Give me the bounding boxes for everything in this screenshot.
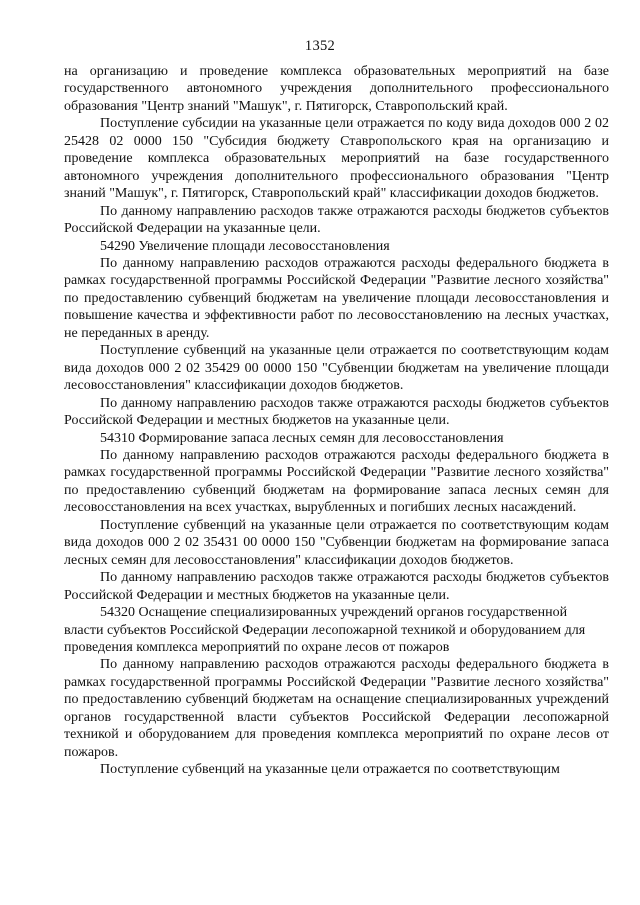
section-heading: 54290 Увеличение площади лесовосстановления — [100, 238, 390, 254]
body-paragraph: По данному направлению расходов также отражаются расходы бюджетов субъектов Российской Федерации на указанные цели. — [64, 203, 609, 237]
section-heading: 54320 Оснащение специализированных учреждений органов государственной власти субъектов Российской Федерации лесопожарной техникой и оборудованием для проведения комплекса мероприятий по охране лесов от пожаров — [64, 605, 586, 655]
body-paragraph: Поступление субсидии на указанные цели отражается по коду вида доходов 000 2 02 25428 02 0000 150 "Субсидия бюджету Ставропольского края на организацию и проведение комплекса образовательных мероприятий на базе государственного автономного учреждения дополнительного профессионального образования "Центр знаний "Машук", г. Пятигорск, Ставропольский край" классификации доходов бюджетов. — [64, 116, 609, 202]
body-paragraph: По данному направлению расходов отражаются расходы федерального бюджета в рамках государственной программы Российской Федерации "Развитие лесного хозяйства" по предоставлению субвенций бюджетам на оснащение специализированных учреждений органов государственной власти субъектов Российской Федерации лесопожарной техникой и оборудованием для проведения комплекса мероприятий по охране лесов от пожаров. — [64, 657, 609, 760]
body-paragraph: По данному направлению расходов отражаются расходы федерального бюджета в рамках государственной программы Российской Федерации "Развитие лесного хозяйства" по предоставлению субвенций бюджетам на формирование запаса лесных семян для лесовосстановления на всех участках, вырубленных и погибших лесных насаждений. — [64, 447, 609, 516]
body-paragraph: на организацию и проведение комплекса образовательных мероприятий на базе государственного автономного учреждения дополнительного профессионального образования "Центр знаний "Машук", г. Пятигорск, Ставропольский край. — [64, 64, 609, 114]
page-number: 1352 — [304, 38, 336, 54]
body-paragraph: Поступление субвенций на указанные цели отражается по соответствующим кодам вида доходов 000 2 02 35431 00 0000 150 "Субвенции бюджетам на формирование запаса лесных семян для лесовосстановления" классификации доходов бюджетов. — [64, 517, 609, 568]
section-heading: 54310 Формирование запаса лесных семян для лесовосстановления — [100, 430, 504, 446]
body-paragraph: Поступление субвенций на указанные цели отражается по соответствующим — [100, 762, 560, 778]
body-paragraph: По данному направлению расходов также отражаются расходы бюджетов субъектов Российской Федерации и местных бюджетов на указанные цели. — [64, 570, 609, 603]
document-body — [64, 63, 609, 779]
body-paragraph: По данному направлению расходов также отражаются расходы бюджетов субъектов Российской Федерации и местных бюджетов на указанные цели. — [64, 395, 609, 429]
body-paragraph: Поступление субвенций на указанные цели отражается по соответствующим кодам вида доходов 000 2 02 35429 00 0000 150 "Субвенции бюджетам на увеличение площади лесовосстановления" классификации доходов бюджетов. — [64, 343, 609, 394]
body-paragraph: По данному направлению расходов отражаются расходы федерального бюджета в рамках государственной программы Российской Федерации "Развитие лесного хозяйства" по предоставлению субвенций бюджетам на увеличение площади лесовосстановления и повышение качества и эффективности работ по лесовосстановлению на лесных участках, не переданных в аренду. — [64, 255, 609, 341]
